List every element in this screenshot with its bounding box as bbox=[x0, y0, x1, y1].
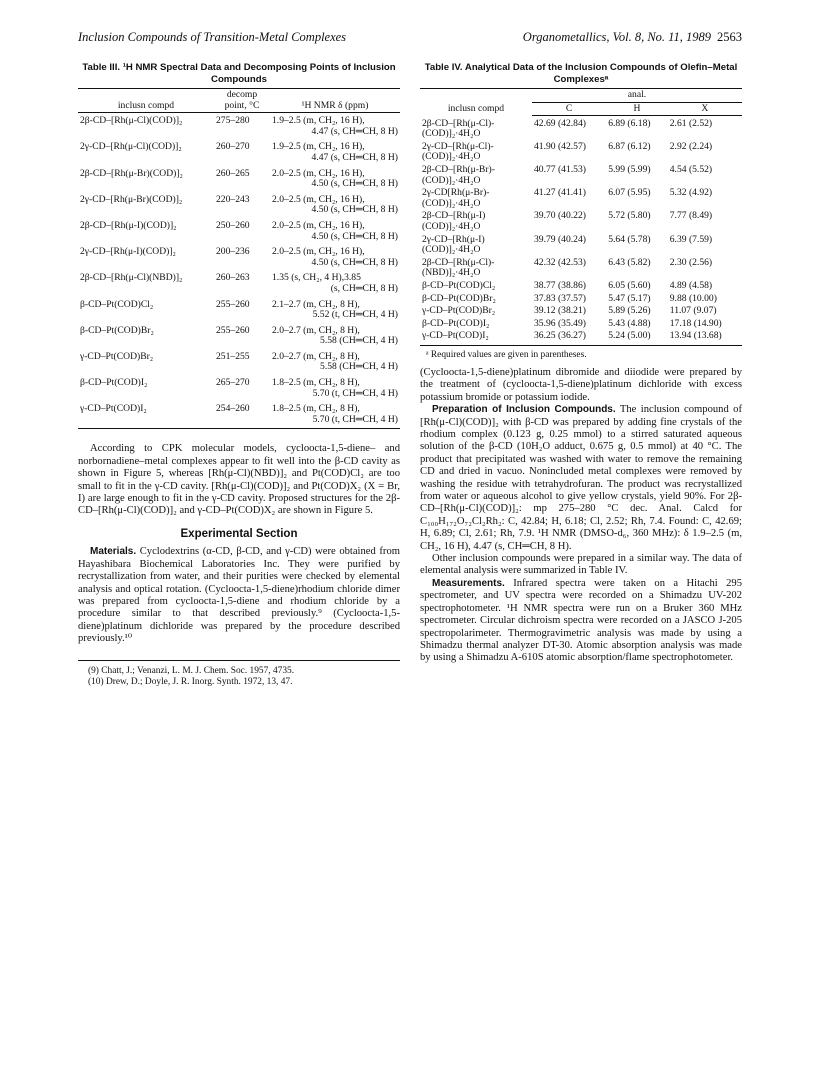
table4-c-value: 42.69 (42.84) bbox=[534, 118, 586, 130]
table3-compd: γ-CD–Pt(COD)I₂ bbox=[78, 402, 214, 429]
table4-h-value: 5.89 (5.26) bbox=[608, 305, 651, 317]
table3-nmr-line2: 4.50 (s, CH═CH, 8 H) bbox=[311, 178, 398, 190]
table4-footnote: ᵃ Required values are given in parentheses. bbox=[426, 349, 587, 360]
table4-compd: β-CD–Pt(COD)Cl₂ bbox=[422, 280, 496, 291]
table3-nmr-line1: 2.0–2.5 (m, CH₂, 16 H), bbox=[272, 167, 365, 179]
table3-decomp: 260–270 bbox=[216, 141, 250, 153]
table3-nmr bbox=[270, 402, 400, 429]
reference-10: (10) Drew, D.; Doyle, J. R. Inorg. Synth. 1972, 13, 47. bbox=[88, 676, 293, 687]
table4-c-value: 35.96 (35.49) bbox=[534, 317, 586, 329]
table3-decomp: 265–270 bbox=[216, 377, 250, 389]
table3-decomp: 250–260 bbox=[216, 219, 250, 231]
table4-compd: γ-CD–Pt(COD)I₂ bbox=[420, 330, 532, 345]
table4-row bbox=[420, 141, 742, 164]
table4-compd: 2γ-CD–[Rh(μ-Cl)-(COD)]₂·4H₂O bbox=[422, 140, 494, 163]
table3-header-decomp: decomp point, °C bbox=[214, 89, 270, 113]
table3-row bbox=[78, 376, 400, 402]
table4-x-value: 2.92 (2.24) bbox=[669, 140, 713, 152]
table4-row bbox=[420, 234, 742, 257]
preparation-heading: Preparation of Inclusion Compounds. bbox=[432, 404, 616, 416]
table3-nmr bbox=[270, 245, 400, 271]
table4-h-value: 6.89 (6.18) bbox=[608, 118, 651, 130]
table3-nmr-line1: 2.1–2.7 (m, CH₂, 8 H), bbox=[272, 298, 360, 310]
table3-nmr bbox=[270, 167, 400, 193]
table3-row bbox=[78, 245, 400, 271]
table4-row bbox=[420, 116, 742, 141]
table4-c-value: 38.77 (38.86) bbox=[534, 280, 586, 291]
table4-c-value: 36.25 (36.27) bbox=[532, 330, 606, 345]
table3-nmr bbox=[270, 219, 400, 245]
table4-row bbox=[420, 257, 742, 280]
table3-body bbox=[78, 113, 400, 429]
table4-h-value: 6.43 (5.82) bbox=[608, 256, 651, 268]
table3-row bbox=[78, 324, 400, 350]
table4-c-value: 39.12 (38.21) bbox=[534, 305, 586, 317]
table4-caption: Table IV. Analytical Data of the Inclusion Compounds of Olefin–Metal Complexesᵃ bbox=[424, 62, 738, 85]
table4-h-value: 6.05 (5.60) bbox=[608, 280, 651, 291]
table4-x-value: 5.32 (4.92) bbox=[669, 187, 713, 199]
preparation-text: The inclusion compound of [Rh(μ-Cl)(COD)]₂ with β-CD was prepared by adding fine crystals of the rhodium complex (0.123 g, 0.25 mmol) to a stirred saturated aqueous solution of the β-CD (10H₂O adduct, 0.675 g, 0.5 mmol) at 40 °C. The product that precipitated was washed with water to remove the remaining CD and dried in vacuo. Nonincluded metal complexes were removed by washing the residue with tetrahydrofuran. The product was recrystallized from water or aqueous alcohol to give yellow crystals, yield 90%. For 2β-CD–[Rh(μ-Cl)(COD)]₂: mp 275–280 °C dec. Anal. Calcd for C₁₀₀H₁₇₂O₇₂Cl₂Rh₂: C, 42.84; H, 6.18; Cl, 2.52; Rh, 7.4. Found: C, 42.69; H, 6.89; Cl, 2.61; Rh, 7.9. ¹H NMR (DMSO-d₆, 360 MHz): δ 1.9–2.5 (m, CH₂, 16 H), 4.47 (s, CH═CH, 8 H). bbox=[420, 404, 742, 552]
table4-header-h: H bbox=[606, 102, 668, 116]
table3-compd: 2β-CD–[Rh(μ-Cl)(COD)]₂ bbox=[80, 115, 183, 127]
table4-compd: β-CD–Pt(COD)I₂ bbox=[422, 317, 490, 329]
table4-h-value: 5.43 (4.88) bbox=[608, 317, 651, 329]
table3-nmr bbox=[270, 113, 400, 141]
table4-row bbox=[420, 164, 742, 187]
table4-row bbox=[420, 187, 742, 210]
table3-nmr-line1: 1.9–2.5 (m, CH₂, 16 H), bbox=[272, 115, 365, 127]
table3 bbox=[78, 88, 400, 429]
table4-x-value: 17.18 (14.90) bbox=[669, 317, 722, 329]
table4-h-value: 6.87 (6.12) bbox=[608, 140, 651, 152]
paragraph-other-compounds: Other inclusion compounds were prepared in a similar way. The data of elemental analysis were summarized in Table IV. bbox=[420, 553, 742, 577]
table3-nmr-line2: (s, CH═CH, 8 H) bbox=[330, 282, 398, 294]
table4-x-value: 4.54 (5.52) bbox=[669, 164, 713, 176]
table4 bbox=[420, 88, 742, 346]
section-title-experimental: Experimental Section bbox=[180, 527, 298, 540]
table4-compd: 2β-CD–[Rh(μ-I)(COD)]₂·4H₂O bbox=[422, 210, 486, 233]
table3-nmr bbox=[270, 271, 400, 297]
table4-h-value: 5.99 (5.99) bbox=[608, 164, 651, 176]
table4-x-value: 7.77 (8.49) bbox=[669, 210, 713, 222]
table4-h-value: 5.72 (5.80) bbox=[608, 210, 651, 222]
table3-compd: 2γ-CD–[Rh(μ-Br)(COD)]₂ bbox=[80, 193, 183, 205]
table4-x-value: 4.89 (4.58) bbox=[669, 280, 713, 291]
table3-decomp: 260–265 bbox=[216, 167, 250, 179]
table4-header-compd: inclusn compd bbox=[420, 89, 532, 116]
table3-compd: 2β-CD–[Rh(μ-Cl)(NBD)]₂ bbox=[80, 272, 183, 284]
table3-compd: γ-CD–Pt(COD)Br₂ bbox=[80, 350, 154, 362]
table4-compd: γ-CD–Pt(COD)Br₂ bbox=[422, 305, 496, 317]
table4-compd: 2β-CD–[Rh(μ-Cl)-(NBD)]₂·4H₂O bbox=[422, 256, 495, 279]
paragraph-cpk-models: According to CPK molecular models, cycloocta-1,5-diene– and norbornadiene–metal complexes appear to fit well into the β-CD cavity as shown in Figure 5, whereas [Rh(μ-Cl)(NBD)]₂ and Pt(COD)Cl₂ are too small to fit in the γ-CD cavity. [Rh(μ-Cl)(COD)]₂ and Pt(COD)X₂ (X = Br, I) are large enough to fit in the γ-CD cavity. Proposed structures for the 2β-CD–[Rh(μ-Cl)(COD)]₂ and γ-CD–Pt(COD)X₂ are shown in Figure 5. bbox=[78, 443, 400, 517]
right-column bbox=[420, 62, 742, 665]
table4-c-value: 41.90 (42.57) bbox=[534, 140, 586, 152]
table3-nmr-line1: 2.0–2.7 (m, CH₂, 8 H), bbox=[272, 350, 360, 362]
table4-row bbox=[420, 210, 742, 233]
journal-citation: Organometallics, Vol. 8, No. 11, 1989 bbox=[522, 30, 711, 44]
table3-decomp: 251–255 bbox=[216, 350, 250, 362]
table3-caption: Table III. ¹H NMR Spectral Data and Decomposing Points of Inclusion Compounds bbox=[82, 62, 396, 85]
table3-nmr bbox=[270, 324, 400, 350]
table3-nmr-line1: 2.0–2.5 (m, CH₂, 16 H), bbox=[272, 246, 365, 258]
table3-nmr bbox=[270, 193, 400, 219]
paragraph-preparation bbox=[420, 404, 742, 553]
table3-nmr-line2: 5.58 (CH═CH, 4 H) bbox=[320, 361, 398, 373]
table3-nmr-line1: 1.35 (s, CH₂, 4 H),3.85 bbox=[272, 272, 361, 284]
table4-x-value: 2.61 (2.52) bbox=[669, 118, 713, 130]
materials-text: Cyclodextrins (α-CD, β-CD, and γ-CD) were obtained from Hayashibara Biochemical Laboratories Inc. They were purified by recrystallization from water, and their purities were checked by elemental analysis and optical rotation. (Cycloocta-1,5-diene)rhodium chloride dimer was prepared from cycloocta-1,5-diene and rhodium chloride by a procedure similar to that described previously.⁹ (Cycloocta-1,5-diene)platinum dichloride was prepared by the procedure described previously.¹⁰ bbox=[78, 546, 400, 645]
table3-nmr-line1: 1.9–2.5 (m, CH₂, 16 H), bbox=[272, 141, 365, 153]
table4-row bbox=[420, 330, 742, 345]
table3-nmr bbox=[270, 298, 400, 324]
table3-row bbox=[78, 140, 400, 166]
paragraph-materials bbox=[78, 546, 400, 645]
table3-compd: β-CD–Pt(COD)Br₂ bbox=[80, 324, 154, 336]
table3-nmr-line2: 5.58 (CH═CH, 4 H) bbox=[320, 335, 398, 347]
table3-row bbox=[78, 167, 400, 193]
table3-nmr-line2: 4.47 (s, CH═CH, 8 H) bbox=[311, 151, 398, 163]
table3-decomp: 254–260 bbox=[214, 402, 270, 429]
table3-decomp: 255–260 bbox=[216, 324, 250, 336]
table4-compd: 2γ-CD–[Rh(μ-I)(COD)]₂·4H₂O bbox=[422, 233, 485, 256]
table4-row bbox=[420, 293, 742, 306]
table3-compd: 2β-CD–[Rh(μ-Br)(COD)]₂ bbox=[80, 167, 183, 179]
table4-compd: 2γ-CD[Rh(μ-Br)-(COD)]₂·4H₂O bbox=[422, 187, 490, 209]
table4-c-value: 39.70 (40.22) bbox=[534, 210, 586, 222]
table4-row bbox=[420, 318, 742, 331]
table4-x-value: 9.88 (10.00) bbox=[669, 292, 717, 304]
table3-compd: 2γ-CD–[Rh(μ-Cl)(COD)]₂ bbox=[80, 141, 182, 153]
table3-nmr-line1: 2.0–2.5 (m, CH₂, 16 H), bbox=[272, 193, 365, 205]
running-head-title: Inclusion Compounds of Transition-Metal Complexes bbox=[78, 30, 347, 44]
references bbox=[78, 660, 400, 688]
table3-nmr-line2: 5.70 (t, CH═CH, 4 H) bbox=[312, 413, 398, 425]
table4-header-x: X bbox=[668, 102, 742, 116]
table4-c-value: 37.83 (37.57) bbox=[534, 292, 586, 304]
table3-decomp: 200–236 bbox=[216, 246, 250, 258]
left-column bbox=[78, 62, 400, 688]
table4-c-value: 42.32 (42.53) bbox=[534, 256, 586, 268]
table4-compd: 2β-CD–[Rh(μ-Br)-(COD)]₂·4H₂O bbox=[422, 164, 495, 186]
table3-decomp: 260–263 bbox=[216, 272, 250, 284]
table4-x-value: 2.30 (2.56) bbox=[669, 256, 713, 268]
table3-nmr-line1: 1.8–2.5 (m, CH₂, 8 H), bbox=[272, 403, 360, 415]
table3-nmr bbox=[270, 350, 400, 376]
table4-x-value: 11.07 (9.07) bbox=[669, 305, 717, 317]
table4-h-value: 5.64 (5.78) bbox=[608, 233, 651, 245]
table3-header-nmr: ¹H NMR δ (ppm) bbox=[270, 89, 400, 113]
table4-header-anal: anal. bbox=[532, 89, 742, 103]
table4-row bbox=[420, 305, 742, 318]
table4-x-value: 6.39 (7.59) bbox=[669, 233, 713, 245]
table3-nmr-line2: 5.52 (t, CH═CH, 4 H) bbox=[312, 309, 398, 321]
table3-row bbox=[78, 271, 400, 297]
table4-compd: 2β-CD–[Rh(μ-Cl)-(COD)]₂·4H₂O bbox=[422, 117, 495, 140]
table4-h-value: 5.24 (5.00) bbox=[606, 330, 668, 345]
running-head-journal bbox=[523, 30, 742, 45]
table3-row bbox=[78, 402, 400, 429]
paragraph-measurements bbox=[420, 578, 742, 665]
table3-nmr-line1: 2.0–2.7 (m, CH₂, 8 H), bbox=[272, 324, 360, 336]
paragraph-dibromide: (Cycloocta-1,5-diene)platinum dibromide and diiodide were prepared by the treatment of (cycloocta-1,5-diene)platinum dichloride with excess potassium bromide or potassium iodide. bbox=[420, 366, 742, 403]
table4-h-value: 5.47 (5.17) bbox=[608, 292, 651, 304]
table3-row bbox=[78, 219, 400, 245]
table4-compd: β-CD–Pt(COD)Br₂ bbox=[422, 292, 496, 304]
table3-compd: 2β-CD–[Rh(μ-I)(COD)]₂ bbox=[80, 219, 177, 231]
table3-nmr-line1: 2.0–2.5 (m, CH₂, 16 H), bbox=[272, 219, 365, 231]
table3-nmr-line2: 4.47 (s, CH═CH, 8 H) bbox=[311, 125, 398, 137]
table3-decomp: 255–260 bbox=[216, 298, 250, 310]
table3-row bbox=[78, 113, 400, 141]
table3-nmr-line1: 1.8–2.5 (m, CH₂, 8 H), bbox=[272, 377, 360, 389]
page-number: 2563 bbox=[717, 30, 742, 44]
table3-nmr bbox=[270, 376, 400, 402]
table4-c-value: 41.27 (41.41) bbox=[534, 187, 586, 199]
table3-decomp: 220–243 bbox=[216, 193, 250, 205]
materials-heading: Materials. bbox=[90, 546, 137, 558]
table4-body bbox=[420, 116, 742, 346]
table3-decomp: 275–280 bbox=[216, 115, 250, 127]
table3-header-compd: inclusn compd bbox=[78, 89, 214, 113]
table3-nmr-line2: 4.50 (s, CH═CH, 8 H) bbox=[311, 256, 398, 268]
running-head bbox=[78, 30, 742, 46]
table3-compd: β-CD–Pt(COD)Cl₂ bbox=[80, 298, 154, 310]
table4-row bbox=[420, 280, 742, 293]
table3-compd: 2γ-CD–[Rh(μ-I)(COD)]₂ bbox=[80, 246, 176, 258]
table4-h-value: 6.07 (5.95) bbox=[608, 187, 651, 199]
table3-compd: β-CD–Pt(COD)I₂ bbox=[80, 377, 148, 389]
measurements-heading: Measurements. bbox=[432, 577, 505, 589]
table3-nmr bbox=[270, 140, 400, 166]
table3-nmr-line2: 4.50 (s, CH═CH, 8 H) bbox=[311, 204, 398, 216]
table3-nmr-line2: 5.70 (t, CH═CH, 4 H) bbox=[312, 387, 398, 399]
reference-9: (9) Chatt, J.; Venanzi, L. M. J. Chem. Soc. 1957, 4735. bbox=[88, 665, 295, 676]
table4-c-value: 39.79 (40.24) bbox=[534, 233, 586, 245]
table4-x-value: 13.94 (13.68) bbox=[668, 330, 742, 345]
table4-header-c: C bbox=[532, 102, 606, 116]
table4-c-value: 40.77 (41.53) bbox=[534, 164, 586, 176]
table3-row bbox=[78, 350, 400, 376]
table3-row bbox=[78, 298, 400, 324]
measurements-text: Infrared spectra were taken on a Hitachi 295 spectrometer, and UV spectra were recorded on a Shimadzu UV-202 spectrophotometer. ¹H NMR spectra were run on a Bruker 360 MHz spectrometer. Circular dichroism spectra were recorded on a JASCO J-205 spectropolarimeter. Thermogravimetric analysis was made by using a Shimadzu thermal analyzer DT-30. Atomic absorption analysis was made by using a Shimadzu A-610S atomic absorption/flame spectrophotometer. bbox=[420, 577, 742, 664]
table3-row bbox=[78, 193, 400, 219]
table3-nmr-line2: 4.50 (s, CH═CH, 8 H) bbox=[311, 230, 398, 242]
